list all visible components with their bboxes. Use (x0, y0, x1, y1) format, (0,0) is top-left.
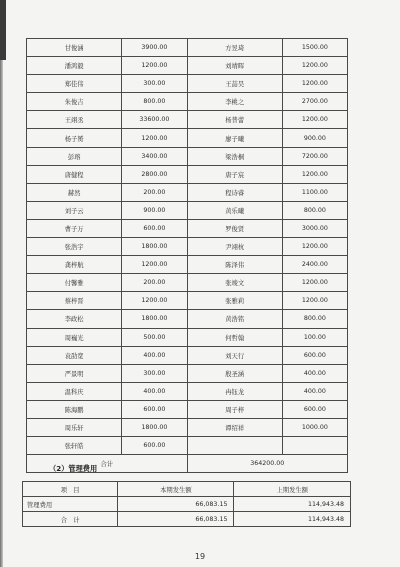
donation-amount: 2800.00 (122, 165, 187, 183)
table-row (27, 201, 348, 219)
table-row (27, 346, 348, 364)
donation-amount: 1200.00 (282, 292, 347, 310)
donor-name: 赫然 (27, 183, 122, 201)
donor-name: 王翊丞 (27, 111, 122, 129)
table-row (27, 39, 348, 57)
donation-amount: 200.00 (122, 274, 187, 292)
donor-name: 周巍光 (27, 328, 122, 346)
donor-name: 张竣文 (187, 274, 282, 292)
donation-amount: 1000.00 (282, 418, 347, 436)
column-header-item: 项 目 (23, 482, 118, 497)
page-binding-edge (0, 0, 3, 567)
donation-amount (282, 437, 347, 455)
donation-total-label: 合计 (27, 455, 188, 473)
donation-amount: 600.00 (122, 400, 187, 418)
donation-amount: 2700.00 (282, 93, 347, 111)
donor-name: 李桃之 (187, 93, 282, 111)
donation-amount: 1200.00 (282, 75, 347, 93)
table-row (23, 497, 351, 512)
table-row (27, 364, 348, 382)
donation-amount: 900.00 (122, 201, 187, 219)
donation-amount: 1200.00 (122, 129, 187, 147)
table-row (27, 93, 348, 111)
admin-table-header-row (23, 482, 351, 497)
donor-name: 廖子曦 (187, 129, 282, 147)
table-row (27, 147, 348, 165)
donation-amount: 1100.00 (282, 183, 347, 201)
donor-name: 刘天行 (187, 346, 282, 364)
donor-name: 郑佳伟 (27, 75, 122, 93)
admin-row-previous: 114,943.48 (234, 497, 351, 512)
column-header-current: 本期发生额 (118, 482, 234, 497)
donor-name: 黄浩铭 (187, 310, 282, 328)
donation-amount: 600.00 (282, 346, 347, 364)
donor-name: 黄乐曦 (187, 201, 282, 219)
donor-name: 冉钰龙 (187, 382, 282, 400)
donation-amount: 600.00 (282, 400, 347, 418)
table-row (27, 183, 348, 201)
page-binding-mark (0, 0, 6, 60)
donor-name: 尹翊杭 (187, 238, 282, 256)
admin-total-label: 合 计 (23, 512, 118, 527)
donation-amount: 7200.00 (282, 147, 347, 165)
table-row (27, 256, 348, 274)
donor-name: 严景明 (27, 364, 122, 382)
donor-name: 何哲翰 (187, 328, 282, 346)
donation-table (26, 38, 348, 473)
donation-amount: 300.00 (122, 75, 187, 93)
donation-amount: 600.00 (122, 437, 187, 455)
donation-amount: 1800.00 (122, 238, 187, 256)
table-row (27, 111, 348, 129)
donation-amount: 400.00 (122, 382, 187, 400)
donor-name: 曹子万 (27, 219, 122, 237)
table-row (27, 292, 348, 310)
donation-amount: 900.00 (282, 129, 347, 147)
table-row (27, 274, 348, 292)
donor-name: 张浩宇 (27, 238, 122, 256)
donor-name: 潘鸿毅 (27, 57, 122, 75)
donation-amount: 400.00 (122, 346, 187, 364)
donor-name: 李政松 (27, 310, 122, 328)
donation-total-value: 364200.00 (187, 455, 347, 473)
table-row (27, 418, 348, 436)
donor-name: 温科庆 (27, 382, 122, 400)
table-row (27, 165, 348, 183)
donor-name: 唐健程 (27, 165, 122, 183)
column-header-previous: 上期发生额 (234, 482, 351, 497)
donation-amount: 800.00 (282, 310, 347, 328)
donation-amount: 400.00 (282, 382, 347, 400)
donor-name: 殷圣涵 (187, 364, 282, 382)
donation-amount: 3000.00 (282, 219, 347, 237)
donation-amount: 300.00 (122, 364, 187, 382)
donor-name (187, 437, 282, 455)
table-row (27, 310, 348, 328)
donation-amount: 1200.00 (282, 57, 347, 75)
donation-amount: 800.00 (282, 201, 347, 219)
donation-amount: 100.00 (282, 328, 347, 346)
donor-name: 朱俊吉 (27, 93, 122, 111)
donation-table-body (27, 39, 348, 455)
donation-amount: 1200.00 (282, 274, 347, 292)
donation-amount: 1800.00 (122, 310, 187, 328)
table-row (27, 328, 348, 346)
donor-name: 刘靖晖 (187, 57, 282, 75)
table-row (27, 129, 348, 147)
table-row (27, 57, 348, 75)
donor-name: 王喆昊 (187, 75, 282, 93)
donor-name: 唐子宸 (187, 165, 282, 183)
donor-name: 张轩皓 (27, 437, 122, 455)
table-row (27, 219, 348, 237)
donation-amount: 2400.00 (282, 256, 347, 274)
donor-name: 甘俊涵 (27, 39, 122, 57)
donor-name: 周子梓 (187, 400, 282, 418)
donor-name: 蔡梓晋 (27, 292, 122, 310)
donor-name: 袁劭宽 (27, 346, 122, 364)
donor-name: 周乐轩 (27, 418, 122, 436)
donation-amount: 400.00 (282, 364, 347, 382)
donation-amount: 3900.00 (122, 39, 187, 57)
donor-name: 彭瑢 (27, 147, 122, 165)
donation-amount: 1500.00 (282, 39, 347, 57)
admin-row-current: 66,083.15 (118, 497, 234, 512)
donor-name: 方昱琦 (187, 39, 282, 57)
donation-amount: 1200.00 (282, 165, 347, 183)
donation-amount: 1200.00 (122, 57, 187, 75)
donor-name: 陈泽伟 (187, 256, 282, 274)
admin-total-row (23, 512, 351, 527)
admin-total-previous: 114,943.48 (234, 512, 351, 527)
donation-amount: 1200.00 (122, 292, 187, 310)
donation-amount: 1200.00 (282, 111, 347, 129)
donation-amount: 500.00 (122, 328, 187, 346)
donor-name: 杨普蕾 (187, 111, 282, 129)
donor-name: 程诗睿 (187, 183, 282, 201)
donor-name: 付馨雅 (27, 274, 122, 292)
admin-expenses-table (22, 481, 351, 527)
donation-amount: 600.00 (122, 219, 187, 237)
donation-amount: 1200.00 (122, 256, 187, 274)
donation-amount: 33600.00 (122, 111, 187, 129)
donor-name: 陈海鹏 (27, 400, 122, 418)
page-number: 19 (194, 552, 206, 561)
table-row (27, 238, 348, 256)
donor-name: 张雅莉 (187, 292, 282, 310)
table-row (27, 437, 348, 455)
donation-amount: 1800.00 (122, 418, 187, 436)
section-heading-admin-expenses: （2）管理费用 (49, 464, 98, 473)
table-row (27, 400, 348, 418)
donor-name: 杨子赟 (27, 129, 122, 147)
table-row (27, 75, 348, 93)
donor-name: 刘子云 (27, 201, 122, 219)
admin-total-current: 66,083.15 (118, 512, 234, 527)
table-row (27, 382, 348, 400)
donor-name: 罗俊贤 (187, 219, 282, 237)
donor-name: 梁浩桐 (187, 147, 282, 165)
donation-amount: 800.00 (122, 93, 187, 111)
admin-row-item: 管理费用 (23, 497, 118, 512)
donation-amount: 200.00 (122, 183, 187, 201)
donation-amount: 1200.00 (282, 238, 347, 256)
donor-name: 龚梓航 (27, 256, 122, 274)
donation-amount: 3400.00 (122, 147, 187, 165)
donor-name: 谭绍祥 (187, 418, 282, 436)
